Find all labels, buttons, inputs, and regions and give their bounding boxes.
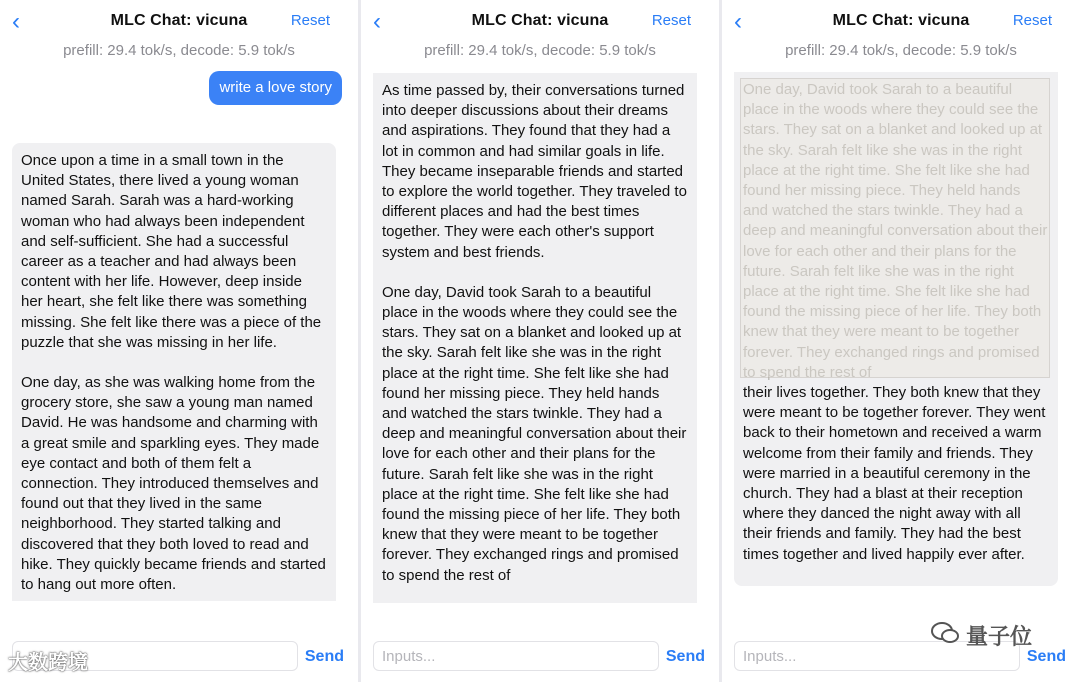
bot-paragraph: Once upon a time in a small town in the United States, there lived a young woman named Sarah. Sarah was a hard-working woman who had always been independent and self-sufficient. She had a successful career as a teacher and had always been content with her life. However, deep inside her heart, she felt like there was something missing. She felt like there was a piece of the puzzle that she was missing in her life. — [21, 152, 322, 351]
chevron-left-icon[interactable]: ‹ — [12, 8, 20, 35]
reset-button[interactable]: Reset — [290, 12, 330, 29]
watermark-right: 量子位 — [966, 624, 1033, 649]
send-button[interactable]: Send — [1026, 648, 1066, 665]
speed-stats: prefill: 29.4 tok/s, decode: 5.9 tok/s — [785, 42, 1017, 59]
chevron-left-icon[interactable]: ‹ — [734, 8, 742, 35]
bot-paragraph: As time passed by, their conversations turned into deeper discussions about their dreams and aspirations. They found that they had a lot in common and had similar goals in life. They became inseparable friends and started to explore the world together. They traveled to different places and had the best times together. They were each other's support system and best friends. — [382, 82, 687, 261]
reset-button[interactable]: Reset — [651, 12, 691, 29]
input-bar — [361, 640, 719, 672]
chat-screen-2 — [361, 0, 719, 682]
chat-screen-3 — [722, 0, 1080, 682]
bot-paragraph: One day, as she was walking home from the grocery store, she saw a young man named David. He was handsome and charming with a great smile and sparkling eyes. They made eye contact and both of them felt a connection. They introduced themselves and found out that they lived in the same neighborhood. They started talking and discovered that they both loved to read and hike. They quickly became friends and started to hang out more often. — [21, 374, 326, 594]
speed-stats: prefill: 29.4 tok/s, decode: 5.9 tok/s — [424, 42, 656, 59]
chevron-left-icon[interactable]: ‹ — [373, 8, 381, 35]
chat-title: MLC Chat: vicuna — [832, 12, 970, 29]
bot-message — [12, 143, 336, 601]
speed-stats: prefill: 29.4 tok/s, decode: 5.9 tok/s — [63, 42, 295, 59]
message-input[interactable]: Inputs... — [373, 641, 659, 671]
chat-title: MLC Chat: vicuna — [471, 12, 609, 29]
faded-paragraph: One day, David took Sarah to a beautiful place in the woods where they could see the stars. They sat on a blanket and looked up at the sky. Sarah felt like she was in the right place at the right time. She felt like she had found her missing piece. They held hands and watched the stars twinkle. They had a deep and meaningful conversation about their love for each other and their plans for the future. Sarah felt like she was in the right place at the right time. She felt like she had found the missing piece of her life. They both knew that they were meant to be together forever. They exchanged rings and promised to spend the rest of — [743, 81, 1048, 381]
watermark-left: 大数跨境 — [8, 652, 88, 674]
reset-button[interactable]: Reset — [1012, 12, 1052, 29]
chat-header — [722, 0, 1080, 72]
bot-message — [373, 73, 697, 603]
send-button[interactable]: Send — [304, 648, 344, 665]
chat-screen-1 — [0, 0, 358, 682]
user-message: write a love story — [209, 71, 342, 105]
chat-header — [0, 0, 358, 72]
chat-header — [361, 0, 719, 72]
wechat-icon — [930, 620, 960, 646]
message-input[interactable]: Inputs... — [734, 641, 1020, 671]
bot-paragraph: their lives together. They both knew that they were meant to be together forever. They went back to their hometown and received a warm welcome from their family and friends. They were married in a beautiful ceremony in the church. They had a blast at their reception where they danced the night away with all their friends and family. They had the best times together and lived happily ever after. — [743, 384, 1046, 563]
send-button[interactable]: Send — [665, 648, 705, 665]
chat-title: MLC Chat: vicuna — [110, 12, 248, 29]
bot-message — [734, 72, 1058, 586]
bot-paragraph: One day, David took Sarah to a beautiful place in the woods where they could see the stars. They sat on a blanket and looked up at the sky. Sarah felt like she was in the right place at the right time. She felt like she had found her missing piece. They held hands and watched the stars twinkle. They had a deep and meaningful conversation about their love for each other and their plans for the future. Sarah felt like she was in the right place at the right time. She felt like she had found the missing piece of her life. They both knew that they were meant to be together forever. They exchanged rings and promised to spend the rest of — [382, 283, 687, 584]
